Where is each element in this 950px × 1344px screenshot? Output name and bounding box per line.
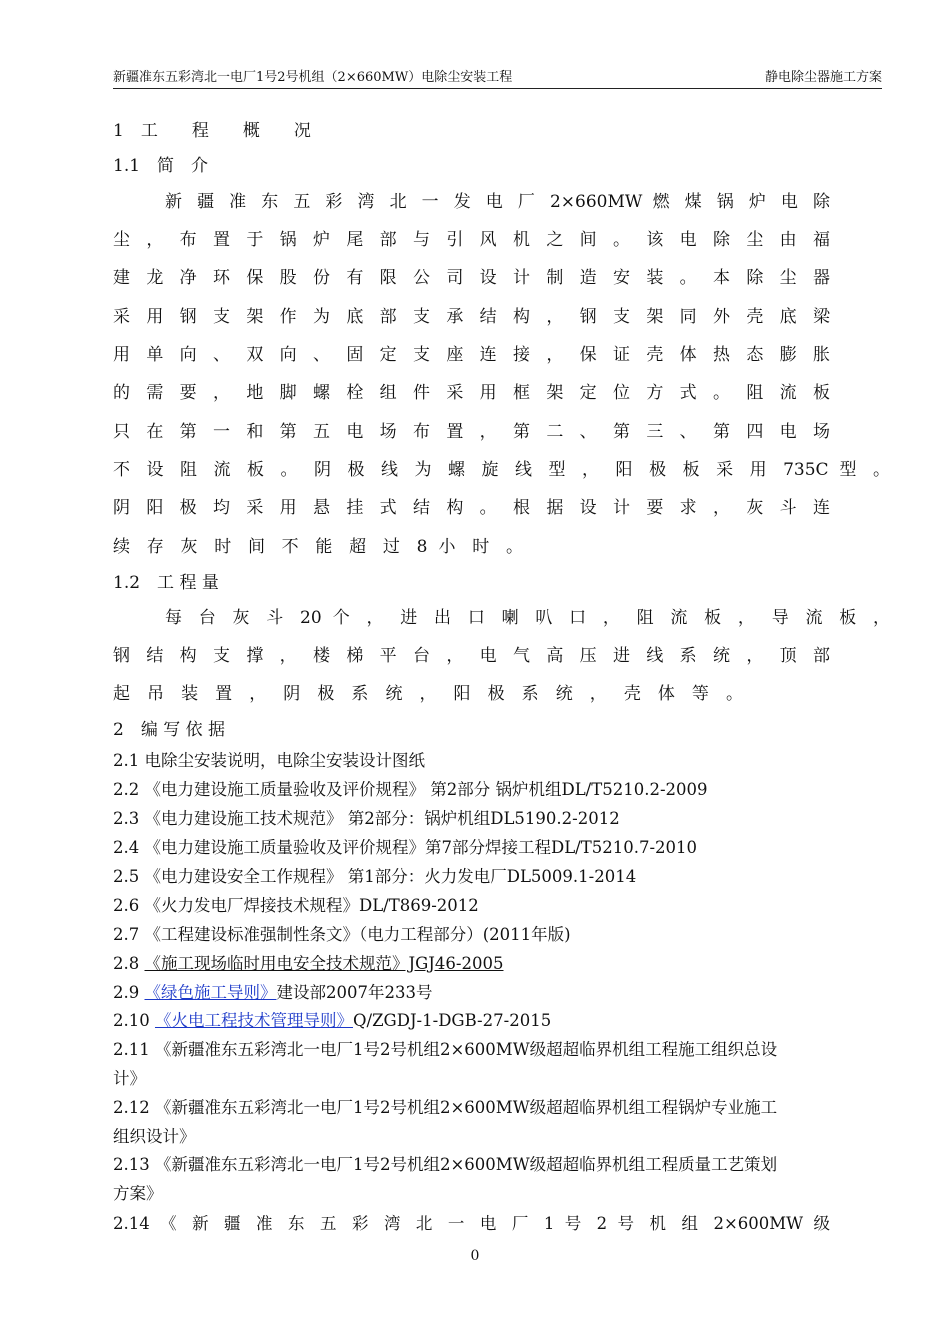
reference-item-continued: 计》 bbox=[113, 1069, 146, 1088]
quantity-paragraph-line: 起 吊 装 置 ， 阴 极 系 统 ， 阳 极 系 统 ， 壳 体 等 。 bbox=[113, 684, 743, 704]
reference-item: 2.7 《工程建设标准强制性条文》（电力工程部分）(2011年版) bbox=[113, 925, 571, 944]
reference-item-continued: 方案》 bbox=[113, 1184, 163, 1203]
reference-item-continued: 组织设计》 bbox=[113, 1127, 196, 1146]
section-1-heading: 1 工 程 概 况 bbox=[113, 121, 311, 141]
reference-item: 2.13 《新疆准东五彩湾北一电厂1号2号机组2×600MW级超超临界机组工程质量工艺策划 bbox=[113, 1155, 778, 1174]
page-header bbox=[113, 62, 882, 89]
intro-paragraph-line: 续 存 灰 时 间 不 能 超 过 8 小 时 。 bbox=[113, 537, 523, 557]
reference-link-green-construction[interactable]: 《绿色施工导则》 bbox=[144, 983, 277, 1002]
reference-link-thermal-power-management[interactable]: 《火电工程技术管理导则》 bbox=[154, 1011, 353, 1030]
reference-item: 2.3 《电力建设施工技术规范》 第2部分：锅炉机组DL5190.2-2012 bbox=[113, 809, 620, 828]
intro-paragraph-line: 尘 ， 布 置 于 锅 炉 尾 部 与 引 风 机 之 间 。 该 电 除 尘 由 福 bbox=[113, 230, 830, 250]
section-2-heading: 2 编 写 依 据 bbox=[113, 720, 226, 740]
intro-paragraph-line: 建 龙 净 环 保 股 份 有 限 公 司 设 计 制 造 安 装 。 本 除 尘 器 bbox=[113, 268, 830, 288]
reference-item: 2.1 电除尘安装说明，电除尘安装设计图纸 bbox=[113, 751, 425, 770]
reference-detail: 建设部2007年233号 bbox=[276, 983, 433, 1002]
reference-item: 2.12 《新疆准东五彩湾北一电厂1号2号机组2×600MW级超超临界机组工程锅炉专业施工 bbox=[113, 1098, 778, 1117]
reference-item bbox=[113, 982, 433, 1004]
quantity-paragraph-line: 钢 结 构 支 撑 ， 楼 梯 平 台 ， 电 气 高 压 进 线 系 统 ， 顶 部 bbox=[113, 646, 830, 666]
reference-item: 2.6 《火力发电厂焊接技术规程》DL/T869-2012 bbox=[113, 896, 479, 915]
reference-number: 2.8 bbox=[113, 954, 145, 973]
intro-paragraph-line: 用 单 向 、 双 向 、 固 定 支 座 连 接 ， 保 证 壳 体 热 态 膨 胀 bbox=[113, 345, 830, 365]
header-document-title: 静电除尘器施工方案 bbox=[764, 70, 882, 85]
reference-item: 2.4 《电力建设施工质量验收及评价规程》第7部分焊接工程DL/T5210.7-2010 bbox=[113, 838, 698, 857]
reference-item: 2.14 《 新 疆 准 东 五 彩 湾 北 一 电 厂 1 号 2 号 机 组 2×600MW 级 bbox=[113, 1214, 830, 1233]
reference-underlined-title: 《施工现场临时用电安全技术规范》JGJ46-2005 bbox=[144, 954, 504, 973]
intro-paragraph-line: 阴 阳 极 均 采 用 悬 挂 式 结 构 。 根 据 设 计 要 求 ， 灰 斗 连 bbox=[113, 498, 830, 518]
section-1-2-heading: 1.2 工 程 量 bbox=[113, 573, 219, 593]
reference-item bbox=[113, 953, 503, 975]
section-1-1-heading: 1.1 简 介 bbox=[113, 156, 209, 176]
reference-detail: Q/ZGDJ-1-DGB-27-2015 bbox=[352, 1011, 552, 1030]
reference-item bbox=[113, 1010, 551, 1032]
intro-paragraph-line: 的 需 要 ， 地 脚 螺 栓 组 件 采 用 框 架 定 位 方 式 。 阻 流 板 bbox=[113, 383, 830, 403]
reference-number: 2.9 bbox=[113, 983, 145, 1002]
reference-item: 2.5 《电力建设安全工作规程》 第1部分：火力发电厂DL5009.1-2014 bbox=[113, 867, 637, 886]
reference-number: 2.10 bbox=[113, 1011, 155, 1030]
intro-paragraph-line: 不 设 阻 流 板 。 阴 极 线 为 螺 旋 线 型 ， 阳 极 板 采 用 735C 型 。 bbox=[113, 460, 890, 480]
reference-item: 2.11 《新疆准东五彩湾北一电厂1号2号机组2×600MW级超超临界机组工程施工组织总设 bbox=[113, 1040, 778, 1059]
reference-item: 2.2 《电力建设施工质量验收及评价规程》 第2部分 锅炉机组DL/T5210.2-2009 bbox=[113, 780, 708, 799]
intro-paragraph-line: 新 疆 准 东 五 彩 湾 北 一 发 电 厂 2×660MW 燃 煤 锅 炉 电 除 bbox=[165, 192, 830, 212]
page-number: 0 bbox=[470, 1248, 480, 1264]
intro-paragraph-line: 采 用 钢 支 架 作 为 底 部 支 承 结 构 ， 钢 支 架 同 外 壳 底 梁 bbox=[113, 307, 830, 327]
intro-paragraph-line: 只 在 第 一 和 第 五 电 场 布 置 ， 第 二 、 第 三 、 第 四 电 场 bbox=[113, 422, 830, 442]
quantity-paragraph-line: 每 台 灰 斗 20 个 ， 进 出 口 喇 叭 口 ， 阻 流 板 ， 导 流 板 ， bbox=[165, 608, 890, 628]
header-project-title: 新疆准东五彩湾北一电厂1号2号机组（2×660MW）电除尘安装工程 bbox=[113, 70, 513, 85]
